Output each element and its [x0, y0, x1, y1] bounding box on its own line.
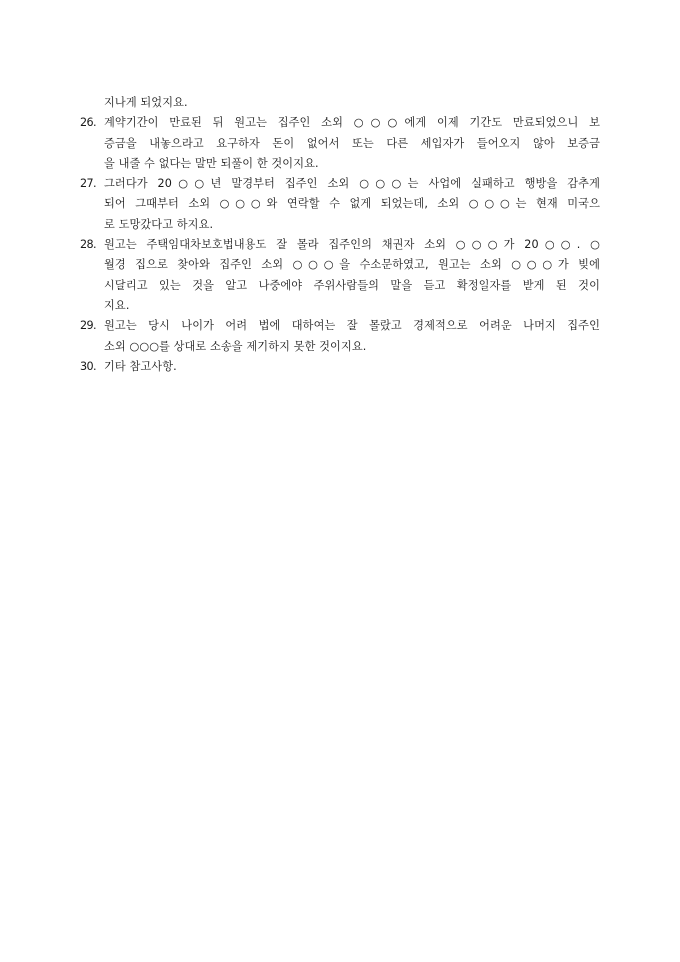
item-text — [104, 113, 600, 174]
item-line: 되어 그때부터 소외 ○○○와 연락할 수 없게 되었는데, 소외 ○○○는 현재 미국으 — [104, 197, 600, 211]
item-number: 30. — [80, 359, 96, 373]
continuation-text: 지나게 되었지요. — [104, 96, 188, 109]
item-line: 그러다가 20○○년 말경부터 집주인 소외 ○○○는 사업에 실패하고 행방을 감추게 — [104, 177, 600, 191]
item-line: 시달리고 있는 것을 알고 나중에야 주위사람들의 말을 듣고 확정일자를 받게 된 것이 — [104, 278, 600, 292]
item-line: 기타 참고사항. — [104, 359, 177, 373]
item-line: 로 도망갔다고 하지요. — [104, 217, 214, 231]
item-text — [104, 235, 600, 316]
item-line: 원고는 주택임대차보호법내용도 잘 몰라 집주인의 채권자 소외 ○○○가 20○○. ○ — [104, 238, 600, 252]
item-line: 지요. — [104, 298, 130, 312]
list-item-29 — [80, 316, 600, 357]
item-line: 월경 집으로 찾아와 집주인 소외 ○○○을 수소문하였고, 원고는 소외 ○○○가 빚에 — [104, 258, 600, 272]
list-item-26 — [80, 113, 600, 174]
item-line: 을 내줄 수 없다는 말만 되풀이 한 것이지요. — [104, 156, 319, 170]
item-number: 27. — [80, 177, 96, 191]
list-item-30 — [80, 357, 600, 377]
item-number: 28. — [80, 238, 96, 252]
item-number: 26. — [80, 116, 96, 130]
item-line: 원고는 당시 나이가 어려 법에 대하여는 잘 몰랐고 경제적으로 어려운 나머지 집주인 — [104, 319, 600, 333]
item-text — [104, 357, 600, 377]
item-text — [104, 316, 600, 357]
list-item-27 — [80, 174, 600, 235]
list-item-28 — [80, 235, 600, 316]
item-text — [104, 174, 600, 235]
item-line: 증금을 내놓으라고 요구하자 돈이 없어서 또는 다른 세입자가 들어오지 않아 보증금 — [104, 136, 600, 150]
item-number: 29. — [80, 319, 96, 333]
document-body — [80, 93, 600, 377]
item-line: 소외 ○○○를 상대로 소송을 제기하지 못한 것이지요. — [104, 339, 367, 353]
item-line: 계약기간이 만료된 뒤 원고는 집주인 소외 ○○○에게 이제 기간도 만료되었으니 보 — [104, 116, 600, 130]
